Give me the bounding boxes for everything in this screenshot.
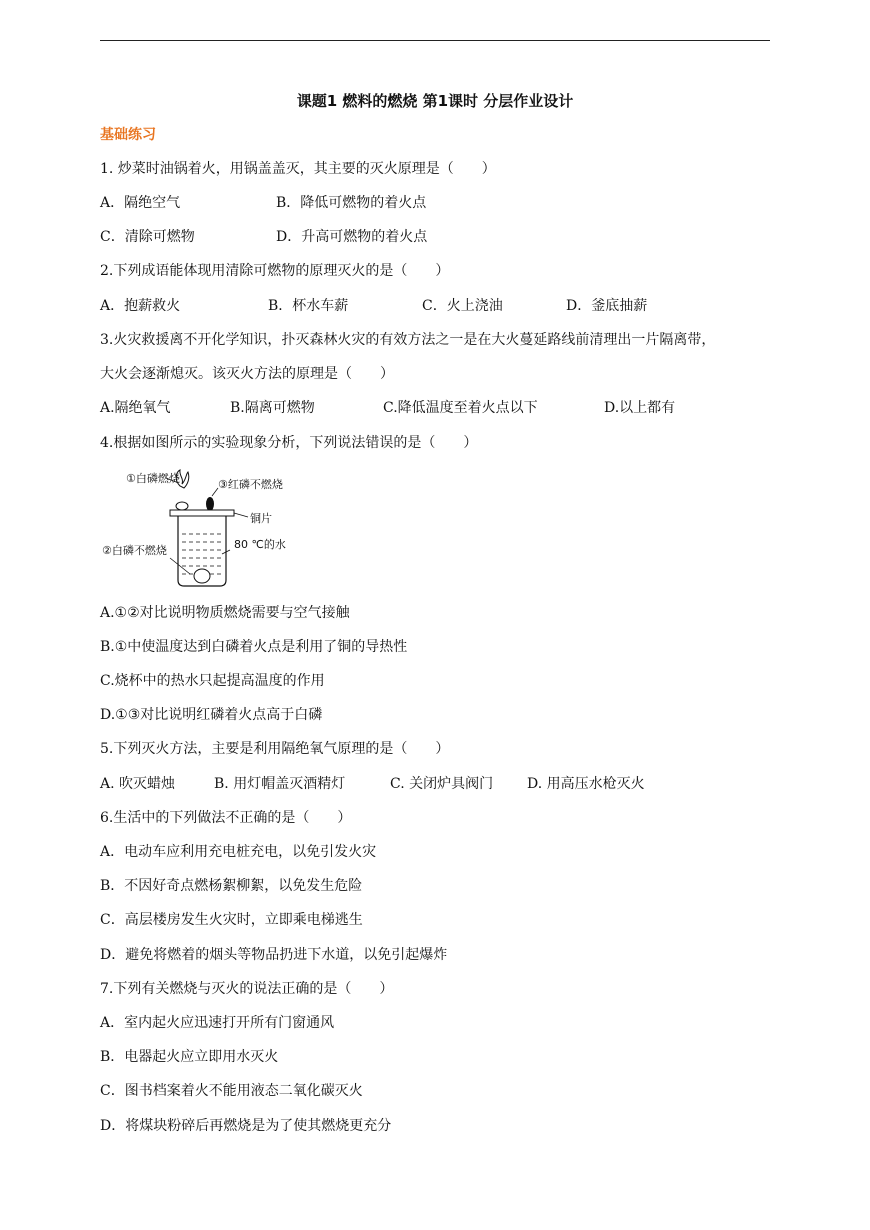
- q1-option-a: A．隔绝空气: [100, 195, 181, 211]
- q2-option-c: C．火上浇油: [422, 298, 503, 314]
- fig-label-2: ③红磷不燃烧: [218, 478, 283, 491]
- q3-option-b: B.隔离可燃物: [230, 400, 315, 416]
- q1-option-b: B．降低可燃物的着火点: [276, 195, 427, 211]
- q6-option-a: A．电动车应利用充电桩充电，以免引发火灾: [100, 844, 377, 860]
- page-title: 课题1 燃料的燃烧 第1课时 分层作业设计: [296, 92, 574, 110]
- q4-option-d: D.①③对比说明红磷着火点高于白磷: [100, 707, 323, 723]
- combustion-experiment-figure: [100, 462, 300, 592]
- copper-plate: [170, 510, 234, 516]
- header-rule: [100, 40, 770, 41]
- q4-option-a: A.①②对比说明物质燃烧需要与空气接触: [100, 605, 350, 621]
- q5-option-d: D. 用高压水枪灭火: [527, 776, 645, 792]
- q7-option-d: D．将煤块粉碎后再燃烧是为了使其燃烧更充分: [100, 1118, 392, 1134]
- q4-option-b: B.①中使温度达到白磷着火点是利用了铜的导热性: [100, 639, 408, 655]
- q6-option-b: B．不因好奇点燃杨絮柳絮，以免发生危险: [100, 878, 363, 894]
- fig-label-3: 铜片: [250, 512, 272, 525]
- q5-option-b: B. 用灯帽盖灭酒精灯: [214, 776, 346, 792]
- white-phosphorus-in-water: [194, 569, 210, 583]
- q1-option-d: D．升高可燃物的着火点: [276, 229, 428, 245]
- q2-option-d: D．釜底抽薪: [566, 298, 648, 314]
- q2-option-a: A．抱薪救火: [100, 298, 181, 314]
- q3-option-a: A.隔绝氧气: [100, 400, 171, 416]
- q2-option-b: B．杯水车薪: [268, 298, 349, 314]
- q3-option-d: D.以上都有: [604, 400, 676, 416]
- q6-option-d: D．避免将燃着的烟头等物品扔进下水道，以免引起爆炸: [100, 947, 448, 963]
- fig-label-4: ②白磷不燃烧: [102, 544, 167, 557]
- q3-option-c: C.降低温度至着火点以下: [383, 400, 538, 416]
- q3-stem-line1: 3.火灾救援离不开化学知识，扑灭森林火灾的有效方法之一是在大火蔓延路线前清理出一片隔离带，: [100, 332, 716, 348]
- fig-label-5: 80 ℃的水: [234, 538, 286, 551]
- q5-stem: 5.下列灭火方法，主要是利用隔绝氧气原理的是（ ）: [100, 741, 450, 757]
- q7-stem: 7.下列有关燃烧与灭火的说法正确的是（ ）: [100, 981, 394, 997]
- q4-stem: 4.根据如图所示的实验现象分析，下列说法错误的是（ ）: [100, 435, 478, 451]
- q3-stem-line2: 大火会逐渐熄灭。该灭火方法的原理是（ ）: [100, 366, 394, 382]
- q5-option-a: A. 吹灭蜡烛: [100, 776, 176, 792]
- white-phosphorus-on-copper: [176, 502, 188, 510]
- q7-option-c: C．图书档案着火不能用液态二氧化碳灭火: [100, 1083, 363, 1099]
- q1-stem: 1. 炒菜时油锅着火，用锅盖盖灭，其主要的灭火原理是（ ）: [100, 161, 496, 177]
- section-heading: 基础练习: [100, 127, 156, 143]
- q5-option-c: C. 关闭炉具阀门: [390, 776, 494, 792]
- q1-option-c: C．清除可燃物: [100, 229, 195, 245]
- q7-option-b: B．电器起火应立即用水灭火: [100, 1049, 279, 1065]
- q4-option-c: C.烧杯中的热水只起提高温度的作用: [100, 673, 325, 689]
- red-phosphorus: [206, 497, 214, 511]
- q7-option-a: A．室内起火应迅速打开所有门窗通风: [100, 1015, 335, 1031]
- q2-stem: 2.下列成语能体现用清除可燃物的原理灭火的是（ ）: [100, 263, 450, 279]
- q6-option-c: C．高层楼房发生火灾时，立即乘电梯逃生: [100, 912, 363, 928]
- q6-stem: 6.生活中的下列做法不正确的是（ ）: [100, 810, 352, 826]
- fig-label-1: ①白磷燃烧: [126, 472, 180, 485]
